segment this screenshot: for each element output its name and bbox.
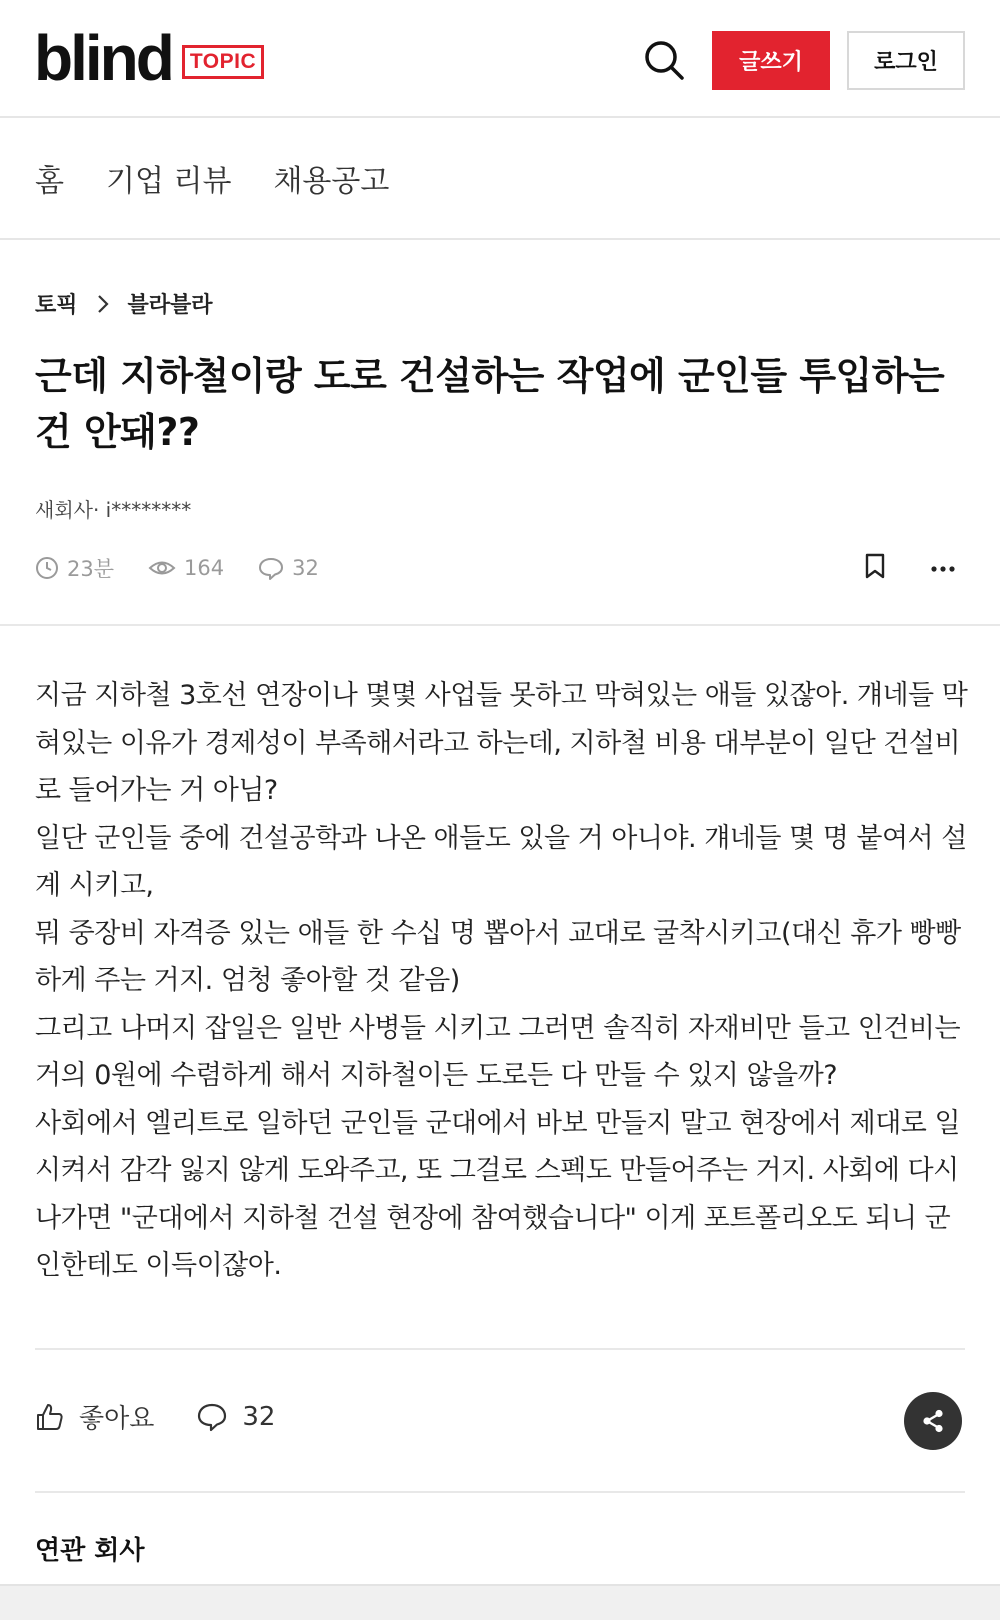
breadcrumb [35, 288, 213, 319]
post-paragraph: 뭐 중장비 자격증 있는 애들 한 수십 명 뽑아서 교대로 굴착시키고(대신 휴가 빵빵하게 주는 거지. 엄청 좋아할 것 같음) [35, 917, 961, 996]
main-nav [0, 118, 1000, 240]
post-paragraph: 지금 지하철 3호선 연장이나 몇몇 사업들 못하고 막혀있는 애들 있잖아. 걔네들 막혀있는 이유가 경제성이 부족해서라고 하는데, 지하철 비용 대부분이 일단 건설비로 들어가는 거 아님? [35, 680, 968, 806]
bookmark-icon [864, 553, 886, 579]
post-views-value: 164 [184, 556, 225, 580]
bookmark-button[interactable] [864, 553, 886, 583]
comment-icon [196, 1402, 228, 1432]
comment-icon [258, 556, 284, 580]
eye-icon [148, 556, 176, 580]
post-comments [258, 556, 319, 580]
blind-logo[interactable] [34, 22, 264, 94]
divider [0, 624, 1000, 626]
share-button[interactable] [904, 1392, 962, 1450]
post-author: 새회사· i******** [35, 498, 192, 522]
post-paragraph: 그리고 나머지 잡일은 일반 사병들 시키고 그러면 솔직히 자재비만 들고 인건비는 거의 0원에 수렴하게 해서 지하철이든 도로든 다 만들 수 있지 않을까? [35, 1012, 961, 1091]
nav-item-home[interactable]: 홈 [35, 164, 64, 199]
nav-item-company-review[interactable]: 기업 리뷰 [105, 164, 232, 199]
divider [35, 1348, 965, 1350]
search-button[interactable] [640, 36, 688, 84]
thumbs-up-icon [35, 1402, 65, 1432]
top-header [0, 0, 1000, 118]
footer-band [0, 1584, 1000, 1620]
more-options-button[interactable] [930, 558, 956, 577]
nav-item-jobs[interactable]: 채용공고 [273, 164, 390, 199]
post-body [35, 672, 970, 1290]
chevron-right-icon [96, 294, 110, 314]
related-companies-heading: 연관 회사 [35, 1536, 145, 1566]
logo-topic-badge: TOPIC [182, 45, 264, 79]
comment-button[interactable] [196, 1402, 275, 1432]
post-paragraph: 사회에서 엘리트로 일하던 군인들 군대에서 바보 만들지 말고 현장에서 제대로 일 시켜서 감각 잃지 않게 도와주고, 또 그걸로 스펙도 만들어주는 거지. 사회에 다시 나가면 "군대에서 지하철 건설 현장에 참여했습니다" 이게 포트폴리오도 되니 군인한테도 이득이잖아. [35, 1107, 961, 1281]
share-icon [920, 1408, 946, 1434]
more-dots-icon [930, 565, 956, 573]
post-paragraph: 일단 군인들 중에 건설공학과 나온 애들도 있을 거 아니야. 걔네들 몇 명 붙여서 설계 시키고, [35, 822, 967, 901]
login-button[interactable]: 로그인 [847, 31, 965, 90]
breadcrumb-topic[interactable]: 토픽 [35, 293, 78, 318]
post-actions [35, 1398, 275, 1435]
post-comments-value: 32 [292, 556, 319, 580]
breadcrumb-channel[interactable]: 블라블라 [127, 293, 213, 318]
like-button[interactable] [35, 1398, 154, 1435]
post-views [148, 556, 224, 580]
divider [35, 1491, 965, 1493]
post-time [35, 553, 114, 583]
post-meta [35, 553, 319, 583]
logo-wordmark: blind [34, 22, 172, 94]
post-title: 근데 지하철이랑 도로 건설하는 작업에 군인들 투입하는 건 안돼?? [35, 354, 945, 454]
like-label: 좋아요 [79, 1404, 155, 1434]
post-time-value: 23분 [67, 557, 115, 581]
clock-icon [35, 556, 59, 580]
write-button[interactable]: 글쓰기 [712, 31, 830, 90]
comment-count: 32 [242, 1401, 276, 1432]
search-icon [643, 39, 685, 81]
